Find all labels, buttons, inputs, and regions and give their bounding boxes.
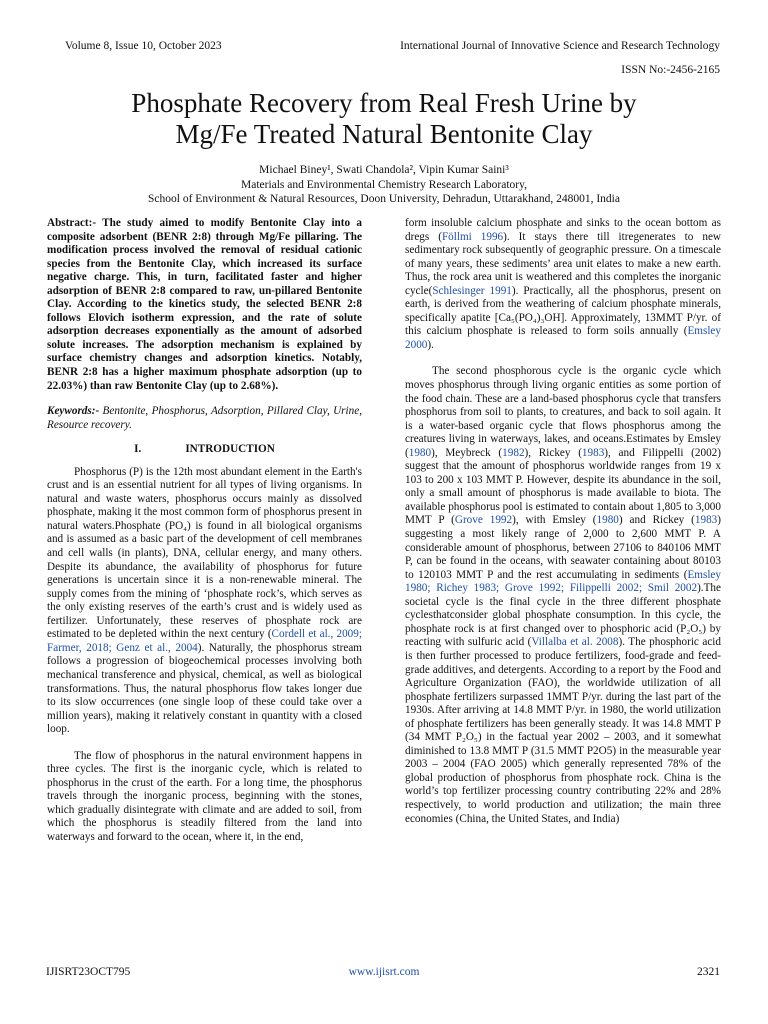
section-number: I.: [134, 443, 142, 456]
text-run: ) suggesting a most likely range of 2,000 to 2,600 MMT P. A considerable amount of phosphorus, between 27106 to 840106 MMT P, can be found in the oceans, with seawater containing about 80103 to 120103 MMT P and the rest accumulating in sediments (: [405, 514, 721, 581]
text-run: ). Naturally, the phosphorus stream follows a progression of biogeochemical processes involving both mechanical transference and physical, chemical, as well as biological transformations. Thus, the natural phosphorus flow takes longer due to its slow occurrences (one single loop of these could take over a million years), making it relatively constant in quantity with a closed loop.: [47, 641, 363, 736]
intro-paragraph-2: The flow of phosphorus in the natural environment happens in three cycles. The first is the inorganic cycle, which is related to phosphorus in the crust of the earth. For a long time, the phosphorus travels through the inorganic process, beginning with the stones, which gradually disintegrate with climate and are added to soil, from which the phosphorus is steadily filtered from the land into waterways and forward to the ocean, where it, in the end,: [47, 749, 362, 843]
citation-link[interactable]: Emsley 1980; Richey 1983; Grove 1992; Filippelli 2002; Smil 2002: [405, 568, 721, 595]
text-run: ).The societal cycle is the final cycle in the three different phosphate cyclesthatconsider global phosphate consumption. In this cycle, the phosphate rock is at first changed over to phosphoric acid (P₂O₅) by reacting with sulfuric acid (: [405, 582, 721, 649]
text-run: ) and Rickey (: [618, 514, 695, 527]
title-line-2: Mg/Fe Treated Natural Bentonite Clay: [175, 119, 593, 149]
website-link[interactable]: www.ijisrt.com: [348, 966, 420, 978]
text-run: ). It stays there till itregenerates to new sedimentary rock subsequently of geographic pressure. On a timescale of many years, these sediments’ area unit elates to make a new earth. Thus, the rock area unit is weathered and this completes the inorganic cycle(: [405, 230, 721, 297]
citation-link[interactable]: Schlesinger 1991: [432, 284, 512, 297]
text-run: form insoluble calcium phosphate and sinks to the ocean bottom as dregs (: [405, 217, 721, 243]
section-heading: [47, 443, 362, 457]
text-run: ), Rickey (: [524, 446, 582, 459]
citation-link[interactable]: 1983: [694, 514, 718, 527]
text-run: Phosphorus (P) is the 12th most abundant element in the Earth's crust and is an essential nutrient for all types of living organisms. In natural and waste waters, phosphorus occurs mainly as dissolved phosphate, making it the most common form of phosphorus present in natural waters.Phosphate (PO₄) is found in all biological organisms and is assumed as a basic part of the development of cell membranes and cell walls (in plants), DNA, cellular energy, and many others. Despite its abundance, the availability of phosphorus for future generations is uncertain since it is a non-renewable mineral. The supply comes from the mining of ‘phosphate rock’s, which serves as the only existing reserves of the earth’s crust and is widely used as fertilizer. Unfortunately, these reserves of phosphate rock are estimated to be depleted within the next century (: [47, 465, 362, 641]
intro-paragraph-1: [47, 466, 362, 737]
right-column: [405, 217, 721, 826]
affiliation-school: School of Environment & Natural Resources, Doon University, Dehradun, Uttarakhand, 248001, India: [148, 193, 620, 205]
volume-info: Volume 8, Issue 10, October 2023: [65, 40, 222, 52]
paper-title: [40, 88, 728, 150]
citation-link[interactable]: Grove 1992: [454, 514, 513, 527]
keywords-text: Bentonite, Phosphorus, Adsorption, Pillared Clay, Urine, Resource recovery.: [47, 405, 362, 431]
text-run: The second phosphorous cycle is the organic cycle which moves phosphorus through living organic entities as some portion of the food chain. These are a land-based phosphorus cycle that transfers phosphorus from soil to plants, to creatures, and back to soil again. It is a water-based organic cycle that flows phosphorus among the creatures living in waterways, lakes, and oceans.Estimates by Emsley (: [405, 365, 721, 459]
citation-link[interactable]: 1982: [502, 446, 525, 459]
right-paragraph-2: [405, 365, 721, 826]
keywords: [47, 405, 362, 432]
citation-link[interactable]: Emsley 2000: [405, 325, 721, 351]
citation-link[interactable]: Föllmi 1996: [441, 230, 504, 243]
text-run: ), and Filippelli (2002) suggest that the amount of phosphorus worldwide ranges from 19 x 103 to 200 x 103 MMT P. However, despite its abundance in the soil, only a small amount of phosphorus is made available to biota. The available phosphorus pool is estimated to contain about 1,805 to 3,000 MMT P (: [405, 446, 721, 527]
page-number: 2321: [697, 966, 720, 978]
issn: ISSN No:-2456-2165: [621, 64, 720, 76]
abstract: Abstract:- The study aimed to modify Bentonite Clay into a composite adsorbent (BENR 2:8) through Mg/Fe pillaring. The modification process involved the removal of residual cationic species from the Bentonite Clay, which increased its surface negative charge. This, in turn, facilitated faster and higher adsorption of BENR 2:8 compared to raw, un-pillared Bentonite Clay. According to the kinetics study, the selected BENR 2:8 follows Elovich isotherm expression, and the rate of solute adsorption decreases exponentially as the amount of adsorbed solute increases. The adsorption mechanism is explained by surface chemistry changes and adsorption kinetics. Notably, BENR 2:8 has a higher maximum phosphate adsorption (up to 22.03%) than raw Bentonite Clay (up to 2.68%).: [47, 217, 362, 392]
affiliation-lab: Materials and Environmental Chemistry Research Laboratory,: [240, 178, 528, 191]
text-run: ). The phosphoric acid is then further processed to produce fertilizers, food-grade and feed-grade additives, and detergents. According to a report by the Food and Agriculture Organization (FAO), the worldwide utilization of all phosphate fertilizers surpassed 1MMT P/yr. during the last part of the 1930s. After arriving at 14.8 MMT P/yr. in 1980, the world utilization of phosphate fertilizers has been generally steady. It was 14.8 MMT P (34 MMT P₂O₅) in the factual year 2002 – 2003, and it somewhat diminished to 13.8 MMT P (31.5 MMT P2O5) in the measurable year 2003 – 2004 (FAO 2005) which generally represented 78% of the global production of phosphorus from phosphate rock. China is the world’s top fertilizer processing country contributing 22% and 28% respectively, to world production and utilization; the main three economies (China, the United States, and India): [405, 636, 722, 825]
author-block: [40, 163, 728, 207]
citation-link[interactable]: 1983: [581, 446, 605, 459]
journal-name: International Journal of Innovative Science and Research Technology: [400, 40, 720, 52]
text-run: ), with Emsley (: [512, 514, 597, 527]
citation-link[interactable]: Villalba et al. 2008: [531, 636, 619, 649]
citation-link[interactable]: 1980: [408, 446, 432, 459]
text-run: ).: [427, 338, 434, 351]
citation-link[interactable]: 1980: [596, 514, 619, 527]
text-run: ). Practically, all the phosphorus, present on earth, is derived from the weathering of calcium phosphate minerals, specifically apatite [Ca₅(PO₄)₃OH]. Approximately, 13MMT P/yr. of this calcium phosphate is released to form soils annually (: [405, 284, 721, 338]
text-run: ), Meybreck (: [431, 446, 503, 459]
title-line-1: Phosphate Recovery from Real Fresh Urine by: [131, 88, 637, 118]
author-names: Michael Biney¹, Swati Chandola², Vipin Kumar Saini³: [259, 164, 509, 176]
paper-code: IJISRT23OCT795: [46, 966, 131, 978]
keywords-label: Keywords:-: [47, 405, 100, 418]
citation-link[interactable]: Cordell et al., 2009; Farmer, 2018; Genz et al., 2004: [47, 628, 362, 654]
section-title: INTRODUCTION: [185, 443, 275, 456]
right-paragraph-1: [405, 217, 721, 352]
left-column: [47, 217, 362, 845]
footer-website: [0, 966, 768, 978]
